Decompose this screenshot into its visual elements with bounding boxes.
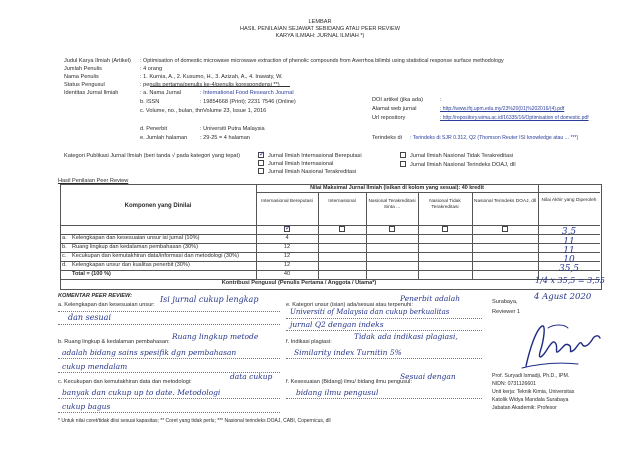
checkbox-internasional-bereputasi[interactable] (258, 152, 264, 158)
volume-label: c. Volume, no., bulan, thn (140, 108, 204, 114)
kategori-opt4: Jurnal Ilmiah Nasional Tidak Terakreditasi (410, 153, 514, 159)
col-internasional: Internasional (328, 199, 356, 204)
komentar-e-text1: Penerbit adalah (400, 294, 461, 303)
row-a-no: a. (62, 235, 67, 241)
repo-link[interactable]: : http://repository.wima.ac.id/16335/16/Optimisation of domestic.pdf (440, 115, 589, 121)
status-value: : penulis pertama/penulis ke-4/penulis korespondensi **) (140, 82, 280, 88)
table-check-doaj[interactable] (502, 226, 508, 232)
total-max: 40 (283, 271, 291, 277)
hasil-penilaian-title: Hasil Penilaian Peer Review (58, 178, 129, 184)
table-check-bereputasi[interactable] (284, 226, 290, 232)
row-c-no: c. (62, 253, 67, 259)
komentar-g-label: f. Kesesuaian (Bidang) ilmu/ bidang ilmu pengusul: (286, 379, 412, 385)
volume-value: : Volume 23, Issue 1, 2016 (200, 108, 267, 114)
checkbox-nasional-doaj[interactable] (400, 161, 406, 167)
repo-label: Url repository (372, 115, 406, 121)
row-a-score: 3,5 (561, 227, 577, 237)
signature-univ: Katolik Widya Mandala Surabaya (492, 397, 569, 403)
komentar-c-text3: cukup bagus (62, 402, 111, 411)
kategori-label: Kategori Publikasi Jurnal Ilmiah (beri tanda √ pada kategori yang tepat) (64, 153, 240, 159)
komentar-b-text3: cukup mendalam (62, 362, 128, 371)
row-d-label: Kelengkapan unsur dan kualitas penerbit (30%) (72, 262, 190, 268)
judul-label: Judul Karya Ilmiah (Artikel) (64, 58, 131, 64)
row-d-score: 10 (563, 255, 575, 265)
table-check-internasional[interactable] (339, 226, 345, 232)
status-strikethrough (150, 86, 290, 87)
row-b-label: Ruang lingkup dan kedalaman pembahasan (30%) (72, 244, 198, 250)
doi-label: DOI artikel (jika ada) (372, 97, 423, 103)
doc-header-line1: LEMBAR (308, 19, 332, 25)
table-check-nas-terakreditasi[interactable] (389, 226, 395, 232)
row-b-no: b. (62, 244, 67, 250)
kontribusi-label: Kontribusi Pengusul (Penulis Pertama / Anggota / Utama*) (221, 280, 377, 286)
komentar-f-text2: Similarity index Turnitin 5% (294, 348, 402, 357)
signature-date: 4 Agust 2020 (534, 292, 592, 302)
doi-value: : (440, 97, 442, 103)
col-nas-terakreditasi: Nasional Terakreditasi Sinta ... (368, 199, 416, 210)
signature-name: Prof. Suryadi Ismadji, Ph.D., IPM. (492, 373, 570, 379)
komentar-a-text2: dan sesuai (68, 313, 112, 322)
total-score: 35,5 (558, 264, 580, 274)
row-c-label: Kecukupan dan kemutakhiran data/informasi dan metodologi (30%) (72, 253, 239, 259)
komentar-c-label: c. Kecukupan dan kemutakhiran data dan metodologi: (58, 379, 192, 385)
col-int-bereputasi: Internasional Bereputasi (261, 199, 313, 204)
komentar-a-text1: Isi jurnal cukup lengkap (160, 295, 259, 304)
signature-role: Reviewer 1 (492, 309, 520, 315)
nama-penulis-value: : 1. Kurnia, A., 2. Kusumo, H., 3. Azizah, A., 4. Irawaty, W. (140, 74, 283, 80)
doc-header-line3: KARYA ILMIAH: JURNAL ILMIAH *) (275, 33, 365, 39)
kontribusi-score: 1/4 x 35,5 = 3,55 (535, 276, 605, 285)
col-nas-tidak-terakreditasi: Nasional Tidak Terakreditasi (429, 199, 461, 210)
table-check-nas-tidak[interactable] (442, 226, 448, 232)
row-b-max: 12 (283, 244, 291, 250)
halaman-value: : 29-25 = 4 halaman (200, 135, 250, 141)
komponen-header: Komponen yang Dinilai (124, 203, 192, 209)
komentar-title: KOMENTAR PEER REVIEW: (58, 293, 132, 299)
judul-value: : Optimisation of domestic microwave microwave extraction of phenolic compounds from Averrhoa bilimbi using statistical response surface methodology (140, 58, 504, 64)
komentar-a-label: a. Kelengkapan dan kesesuaian unsur: (58, 302, 155, 308)
issn-value: : 19854668 (Print); 2231 7546 (Online) (200, 99, 296, 105)
row-a-max: 4 (285, 235, 289, 241)
komentar-b-label: b. Ruang lingkup & kedalaman pembahasan: (58, 339, 170, 345)
komentar-f-text1: Tidak ada indikasi plagiasi, (354, 332, 458, 341)
identitas-label: Identitas Jurnal Ilmiah (64, 90, 119, 96)
total-label: Total = (100 %) (72, 271, 111, 277)
signature-unit: Unit kerja: Teknik Kimia, Universitas (492, 389, 575, 395)
nama-jurnal-value: : International Food Research Journal (200, 90, 294, 96)
jumlah-penulis-value: : 4 orang (140, 66, 163, 72)
col-nilai-akhir: Nilai Akhir yang Diperoleh (541, 198, 597, 203)
signature-nip: NIDN: 0731126601 (492, 381, 537, 387)
penerbit-label: d. Penerbit (140, 126, 168, 132)
komentar-e-text3: jurnal Q2 dengan indeks (290, 320, 384, 329)
web-jurnal-link[interactable]: : http://www.ifrj.upm.edu.my/23%20(01)%202016/(4).pdf (440, 106, 565, 112)
jumlah-penulis-label: Jumlah Penulis (64, 66, 102, 72)
index-value: : Terindeks di SJR 0.312, Q2 (Thomson Reuter ISI knowledge atau ... ***) (410, 135, 579, 141)
nama-penulis-label: Nama Penulis (64, 74, 99, 80)
status-label: Status Pengusul (64, 82, 105, 88)
issn-label: b. ISSN (140, 99, 160, 105)
row-a-label: Kelengkapan dan kesesuaian unsur isi jurnal (10%) (72, 235, 200, 241)
signature-jabatan: Jabatan Akademik: Profesor (492, 405, 557, 411)
komentar-b-text2: adalah bidang sains spesifik dgn pembahasan (62, 348, 237, 357)
col-nas-doaj: Nasional Terindeks DOAJ, dll (473, 199, 537, 204)
halaman-label: e. Jumlah halaman (140, 135, 188, 141)
reviewer-signature-icon (508, 318, 608, 374)
web-jurnal-label: Alamat web jurnal (372, 106, 417, 112)
komentar-c-text2: banyak dan cukup up to date. Metodologi (62, 388, 221, 397)
row-b-score: 11 (563, 237, 575, 247)
komentar-e-label: e. Kategori unsur (isian) ada/sesuai atau terpenuhi: (286, 302, 413, 308)
kategori-opt5: Jurnal Ilmiah Nasional Terindeks DOAJ, dll (410, 162, 516, 168)
footnote: * Untuk nilai coret/tidak diisi sesuai kapasitas; ** Coret yang tidak perlu; *** Nasional terindeks DOAJ, CABI, Copernicus, dll (58, 418, 331, 424)
row-c-score: 11 (563, 246, 575, 256)
row-c-max: 12 (283, 253, 291, 259)
row-d-max: 12 (283, 262, 291, 268)
komentar-g-text1: Sesuai dengan (400, 372, 456, 381)
komentar-g-text2: bidang ilmu pengusul (296, 388, 379, 397)
index-label: Terindeks di (372, 135, 402, 141)
checkbox-nasional-tidak-terakreditasi[interactable] (400, 152, 406, 158)
komentar-e-text2: Universiti of Malaysia dan cukup berkualitas (290, 308, 450, 316)
row-d-no: d. (62, 262, 67, 268)
nama-jurnal-label: : a. Nama Jurnal (140, 90, 182, 96)
kategori-opt1: Jurnal Ilmiah Internasional Bereputasi (268, 153, 362, 159)
komentar-c-text1: data cukup (230, 372, 273, 381)
kategori-opt2: Jurnal Ilmiah Internasional (268, 161, 334, 167)
komentar-b-text1: Ruang lingkup metode (172, 332, 259, 341)
checkbox-nasional-terakreditasi[interactable] (258, 168, 264, 174)
doc-header-line2: HASIL PENILAIAN SEJAWAT SEBIDANG ATAU PEER REVIEW (240, 26, 400, 32)
checkbox-internasional[interactable] (258, 160, 264, 166)
signature-place: Surabaya, (492, 299, 518, 305)
komentar-f-label: f. Indikasi plagiasi: (286, 339, 332, 345)
kategori-opt3: Jurnal Ilmiah Nasional Terakreditasi (268, 169, 357, 175)
nilai-maks-header: Nilai Maksimal Jurnal Ilmiah (isikan di kolom yang sesuai): 40 kredit (310, 185, 484, 191)
penerbit-value: : Universiti Putra Malaysia (200, 126, 265, 132)
